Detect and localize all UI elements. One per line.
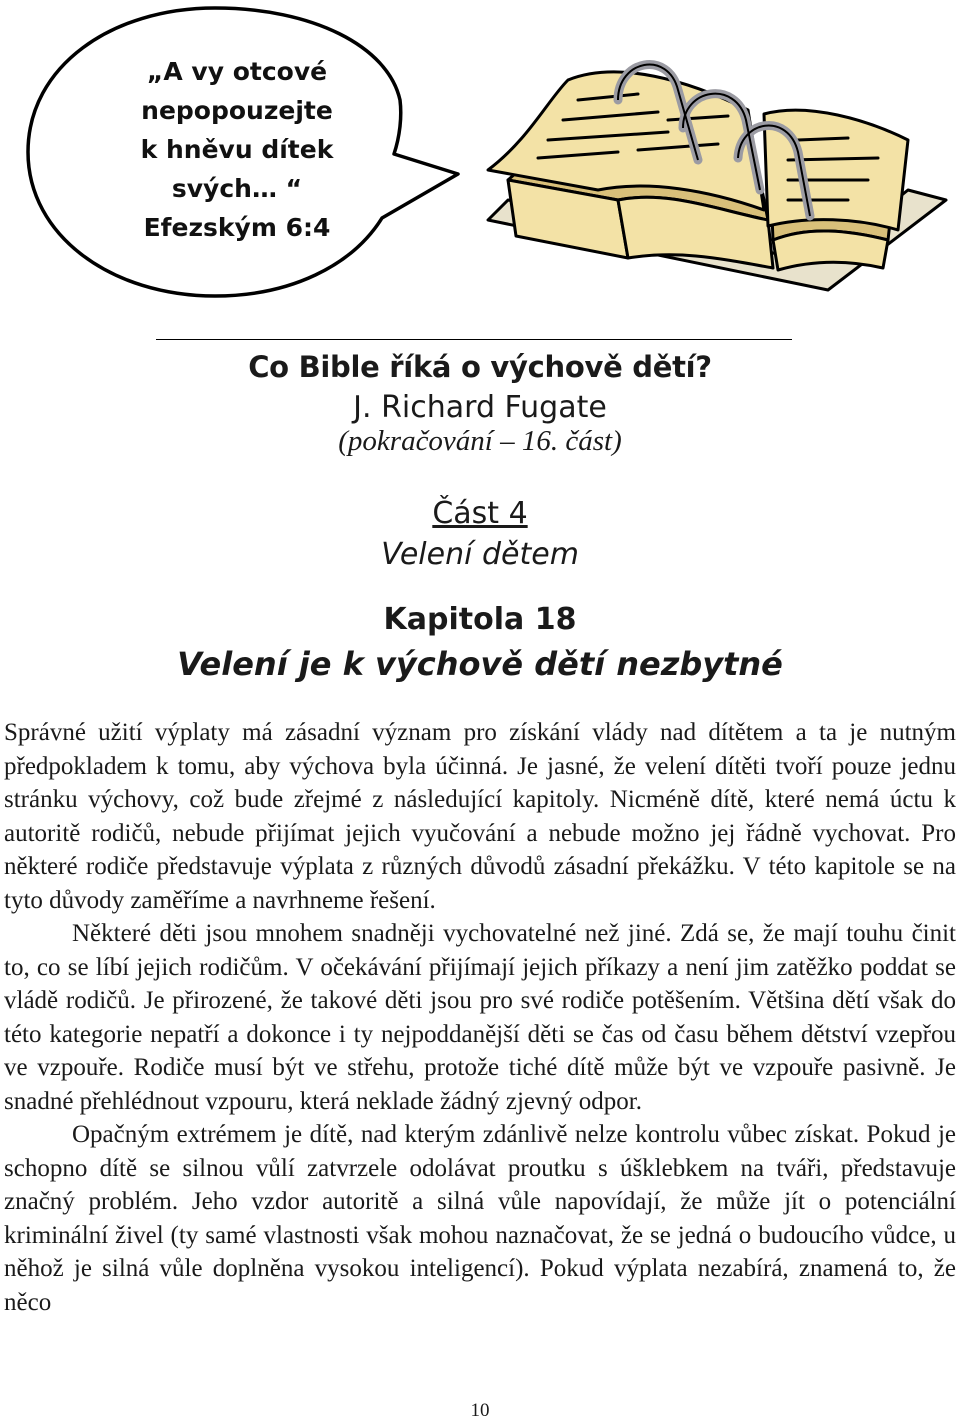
chapter-subtitle: Velení je k výchově dětí nezbytné — [177, 645, 783, 683]
body-paragraph: Některé děti jsou mnohem snadněji vychovatelné než jiné. Zdá se, že mají touhu činit to, co se líbí jejich rodičům. V očekávání přijímají jejich příkazy a není jim zatěžko poddat se vládě rodičů. Je přirozené, že takové děti jsou pro své rodiče potěšením. Většina dětí však do této kategorie nepatří a dokonce i ty nejpoddanější děti se čas od času během dětství vzepřou ve vzpouře. Rodiče musí být ve střehu, protože tiché dítě může být ve vzpouře pasivně. Je snadné přehlédnout vzpouru, která neklade žádný zjevný odpor. — [4, 920, 956, 1115]
quote-line: svých… “ — [171, 174, 303, 203]
header-divider — [156, 339, 792, 340]
part-heading: Část 4 — [432, 496, 528, 531]
article-author: J. Richard Fugate — [353, 390, 607, 425]
page-number: 10 — [470, 1400, 490, 1421]
article-continuation: (pokračování – 16. část) — [338, 425, 622, 457]
body-paragraph: Opačným extrémem je dítě, nad kterým zdánlivě nelze kontrolu vůbec získat. Pokud je schopno dítě se silnou vůlí zatvrzele odolávat proutku s úšklebkem na tváři, představuje značný problém. Jeho vzdor autoritě a silná vůle napovídají, že může jít o potenciální kriminální živel (ty samé vlastnosti však mohou naznačovat, že se jedná o budoucího vůdce, u něhož je silná vůle doplněna vysokou inteligencí). Pokud výplata nezabírá, znamená to, že něco — [4, 1121, 956, 1316]
part-subtitle: Velení dětem — [381, 537, 579, 572]
article-body — [4, 716, 956, 1319]
quote-line: „A vy otcové — [146, 57, 328, 86]
article-title: Co Bible říká o výchově dětí? — [248, 350, 712, 384]
quote-line: nepopouzejte — [141, 96, 333, 125]
chapter-heading: Kapitola 18 — [383, 602, 577, 637]
quote-reference: Efezským 6:4 — [143, 213, 331, 242]
bible-quote — [117, 52, 357, 247]
speech-bubble — [22, 4, 442, 300]
quote-line: k hněvu dítek — [140, 135, 334, 164]
body-paragraph: Správné užití výplaty má zásadní význam pro získání vlády nad dítětem a ta je nutným předpokladem k tomu, aby výchova byla účinná. Je jasné, že velení dítěti tvoří pouze jednu stránku výchovy, což bude zřejmé z následující kapitoly. Nicméně dítě, které nemá úctu k autoritě rodičů, nebude přijímat jejich vyučování a nebude možno jej řádně vychovat. Pro některé rodiče představuje výplata z různých důvodů zásadní překážku. V této kapitole se na tyto důvody zaměříme a navrhneme řešení. — [4, 719, 956, 914]
open-bible-book-icon — [468, 40, 948, 300]
